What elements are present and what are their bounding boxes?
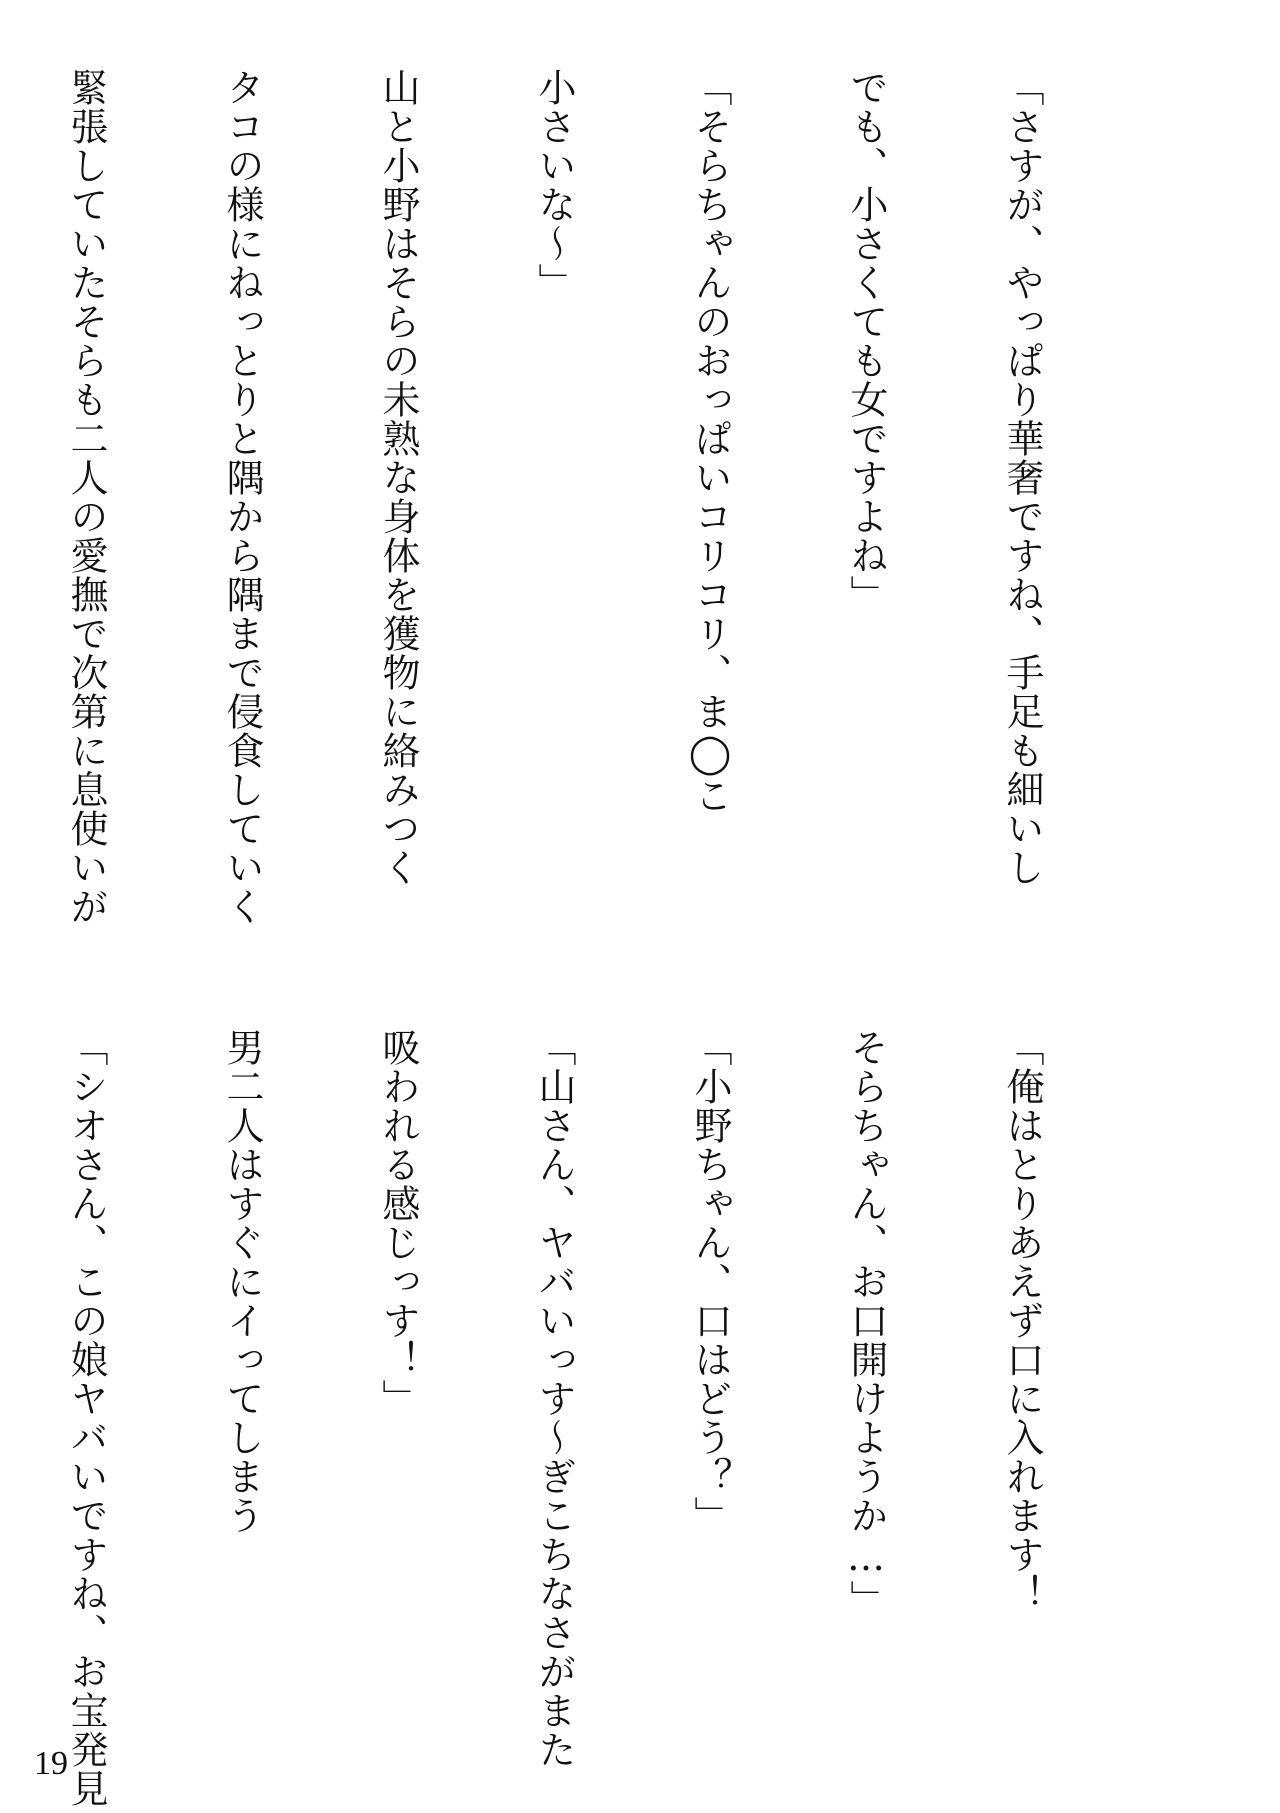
text-column: 吸われる感じっす！」 [376, 1028, 420, 1418]
text-column: そらちゃん、お口開けようか…」 [844, 1028, 888, 1619]
text-column: 「俺はとりあえず口に入れます！ [1000, 1028, 1044, 1613]
text-column: 「さすが、やっぱり華奢ですね、手足も細いし [1000, 68, 1044, 887]
page-number: 19 [34, 1745, 68, 1782]
text-column: でも、小さくても女ですよね」 [844, 68, 888, 614]
text-column: 緊張していたそらも二人の愛撫で次第に息使いが [64, 68, 108, 926]
text-column: 「小野ちゃん、口はどう？」 [688, 1028, 732, 1535]
text-column: 「山さん、ヤバいっす〜ぎこちなさがまた [532, 1028, 576, 1769]
text-column: タコの様にねっとりと隅から隅まで侵食していく [220, 68, 264, 926]
text-column: 「そらちゃんのおっぱいコリコリ、ま◯こ [688, 68, 732, 815]
text-column: 山と小野はそらの未熟な身体を獲物に絡みつく [376, 68, 420, 887]
upper-text-block [0, 68, 1152, 926]
text-column: 「シオさん、この娘ヤバいですね、お宝発見 [64, 1028, 108, 1808]
text-column: 小さいな〜」 [532, 68, 576, 302]
text-column: 男二人はすぐにイってしまう [220, 1028, 264, 1535]
